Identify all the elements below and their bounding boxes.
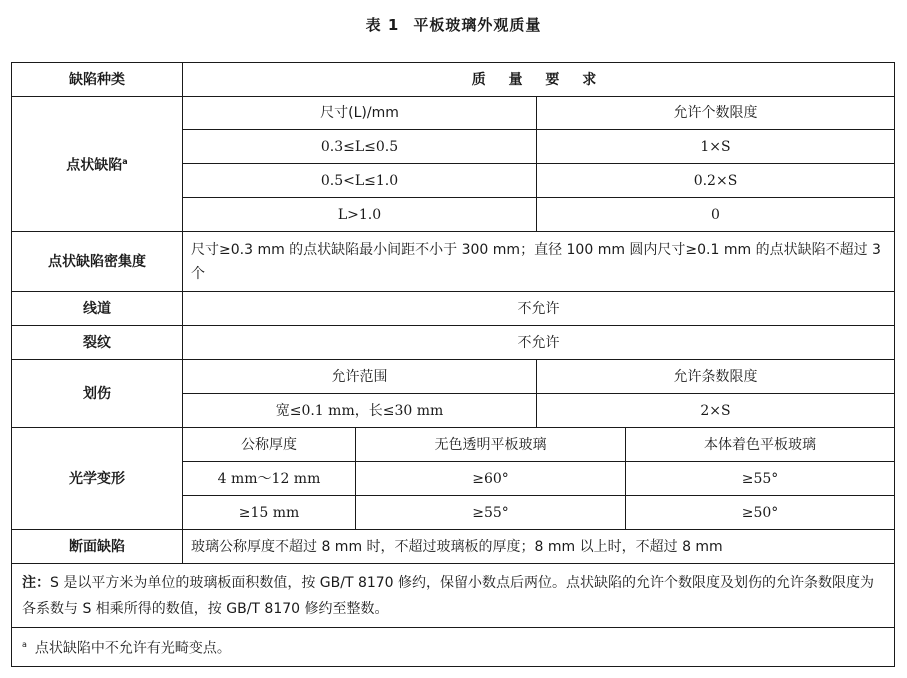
table-row xyxy=(12,428,895,462)
optical-clear-cell: ≥55° xyxy=(356,496,626,530)
footnote-text: 点状缺陷中不允许有光畸变点。 xyxy=(34,640,231,657)
point-density-text: 尺寸≥0.3 mm 的点状缺陷最小间距不小于 300 mm；直径 100 mm 圆内尺寸≥0.1 mm 的点状缺陷不超过 3 个 xyxy=(183,232,895,292)
optical-thickness-header: 公称厚度 xyxy=(183,428,356,462)
glass-appearance-quality-table xyxy=(11,62,895,667)
footnote-mark: a xyxy=(122,157,128,167)
section-defect-text: 玻璃公称厚度不超过 8 mm 时，不超过玻璃板的厚度；8 mm 以上时，不超过 8 mm xyxy=(183,530,895,564)
table-row xyxy=(12,292,895,326)
scratch-label: 划伤 xyxy=(12,360,183,428)
footnote-cell xyxy=(12,628,895,667)
point-defect-size-cell: 0.3≤L≤0.5 xyxy=(183,130,537,164)
point-defect-limit-cell: 0 xyxy=(537,198,895,232)
table-row xyxy=(12,326,895,360)
scratch-range-value: 宽≤0.1 mm，长≤30 mm xyxy=(183,394,537,428)
point-defect-size-cell: 0.5<L≤1.0 xyxy=(183,164,537,198)
point-defect-size-header: 尺寸(L)/mm xyxy=(183,97,537,130)
scratch-range-header: 允许范围 xyxy=(183,360,537,394)
point-defect-label xyxy=(12,97,183,232)
footnote-mark: a xyxy=(22,640,27,649)
section-defect-label: 断面缺陷 xyxy=(12,530,183,564)
optical-clear-header: 无色透明平板玻璃 xyxy=(356,428,626,462)
optical-tinted-header: 本体着色平板玻璃 xyxy=(626,428,895,462)
table-row xyxy=(12,530,895,564)
table-title-text: 平板玻璃外观质量 xyxy=(413,16,542,34)
note-prefix: 注： xyxy=(22,574,50,591)
optical-thickness-cell: 4 mm～12 mm xyxy=(183,462,356,496)
optical-tinted-cell: ≥55° xyxy=(626,462,895,496)
table-number: 表 1 xyxy=(365,16,400,34)
point-defect-size-cell: L>1.0 xyxy=(183,198,537,232)
header-row xyxy=(12,63,895,97)
scratch-limit-header: 允许条数限度 xyxy=(537,360,895,394)
header-defect-type: 缺陷种类 xyxy=(12,63,183,97)
footnote-row xyxy=(12,628,895,667)
note-text: S 是以平方米为单位的玻璃板面积数值，按 GB/T 8170 修约，保留小数点后两位。点状缺陷的允许个数限度及划伤的允许条数限度为各系数与 S 相乘所得的数值，按 GB/T 8170 修约至整数。 xyxy=(22,574,875,617)
table-row xyxy=(12,360,895,394)
point-defect-label-text: 点状缺陷 xyxy=(66,157,123,174)
optical-label: 光学变形 xyxy=(12,428,183,530)
header-quality-requirement: 质 量 要 求 xyxy=(183,63,895,97)
line-defect-value: 不允许 xyxy=(183,292,895,326)
point-defect-limit-cell: 0.2×S xyxy=(537,164,895,198)
table-row xyxy=(12,232,895,292)
table-title xyxy=(0,14,907,35)
point-defect-limit-cell: 1×S xyxy=(537,130,895,164)
table-row xyxy=(12,97,895,130)
note-cell xyxy=(12,564,895,628)
optical-clear-cell: ≥60° xyxy=(356,462,626,496)
point-density-label: 点状缺陷密集度 xyxy=(12,232,183,292)
scratch-limit-value: 2×S xyxy=(537,394,895,428)
point-defect-limit-header: 允许个数限度 xyxy=(537,97,895,130)
crack-label: 裂纹 xyxy=(12,326,183,360)
crack-value: 不允许 xyxy=(183,326,895,360)
optical-tinted-cell: ≥50° xyxy=(626,496,895,530)
line-defect-label: 线道 xyxy=(12,292,183,326)
optical-thickness-cell: ≥15 mm xyxy=(183,496,356,530)
note-row xyxy=(12,564,895,628)
